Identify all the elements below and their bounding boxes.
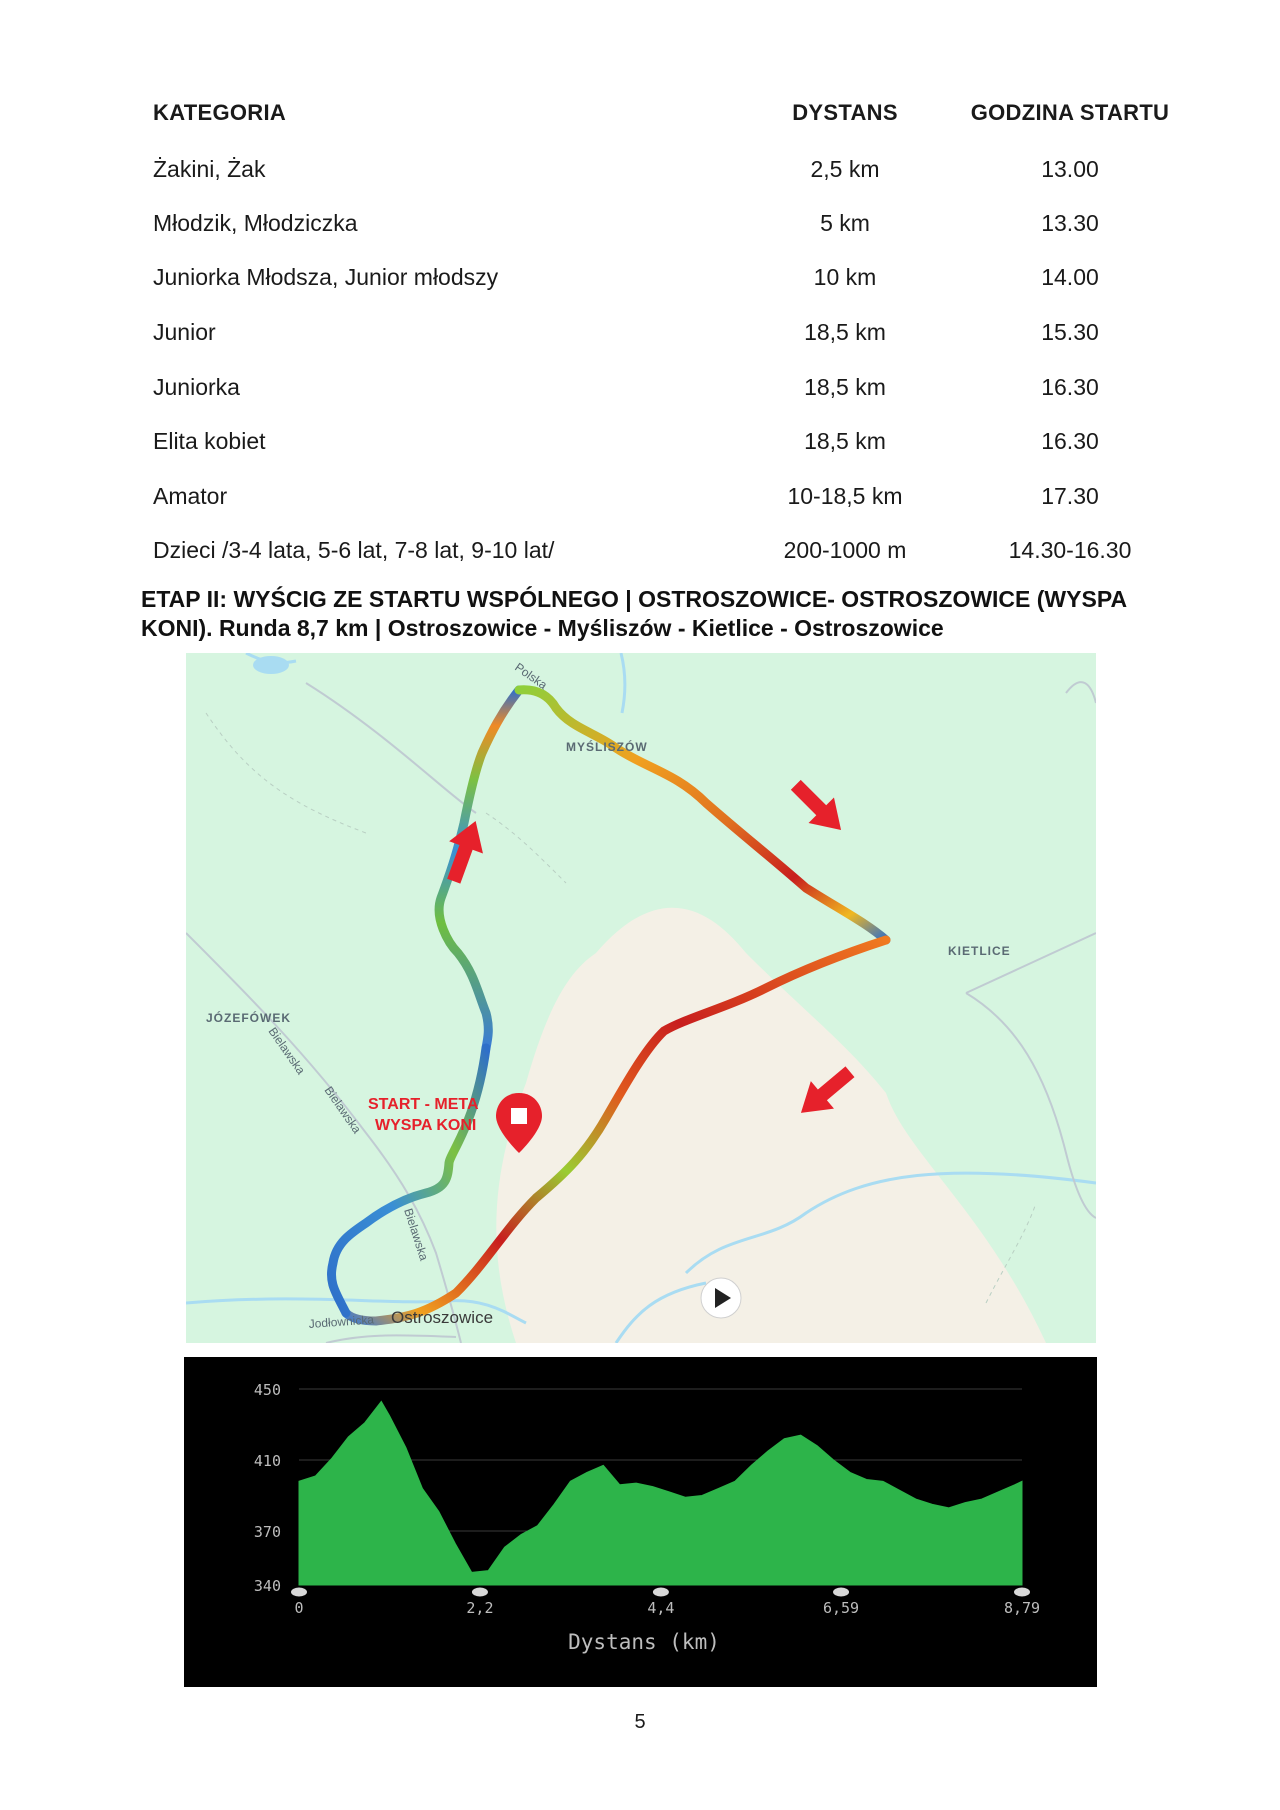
cell-start-time: 14.00 xyxy=(1041,264,1099,290)
label-polska: Polska xyxy=(512,659,550,693)
label-bielawska-2: Bielawska xyxy=(321,1083,365,1136)
cell-category: Juniorka Młodsza, Junior młodszy xyxy=(153,264,499,290)
table-row xyxy=(150,264,1130,304)
cell-distance: 2,5 km xyxy=(810,156,880,182)
cell-distance: 18,5 km xyxy=(804,374,886,400)
cell-start-time: 17.30 xyxy=(1041,483,1099,509)
table-row xyxy=(150,210,1130,250)
x-tick-marker xyxy=(472,1588,488,1597)
cell-distance: 10 km xyxy=(813,264,877,290)
cell-start-time: 15.30 xyxy=(1041,319,1099,345)
cell-category: Amator xyxy=(153,483,228,509)
table-row xyxy=(150,428,1130,468)
table-header xyxy=(150,100,1170,140)
label-jozefowek: JÓZEFÓWEK xyxy=(206,1011,292,1025)
x-tick-label: 4,4 xyxy=(647,1599,675,1617)
x-tick-label: 0 xyxy=(294,1599,304,1617)
table-row xyxy=(150,537,1130,577)
table-row xyxy=(150,156,1130,196)
x-tick-marker xyxy=(1014,1588,1030,1597)
header-distance: DYSTANS xyxy=(792,100,898,125)
label-bielawska-3: Bielawska xyxy=(401,1206,432,1263)
x-axis-label: Dystans (km) xyxy=(568,1630,720,1654)
label-start-line1: START - META xyxy=(368,1096,479,1113)
cell-category: Elita kobiet xyxy=(153,428,266,454)
cell-start-time: 16.30 xyxy=(1041,428,1099,454)
label-start-line2: WYSPA KONI xyxy=(375,1117,477,1134)
label-ostroszowice: Ostroszowice xyxy=(391,1308,494,1327)
cell-category: Młodzik, Młodziczka xyxy=(153,210,358,236)
label-bielawska-1: Bielawska xyxy=(265,1024,309,1077)
stage-heading-line2: KONI). Runda 8,7 km | Ostroszowice - Myśliszów - Kietlice - Ostroszowice xyxy=(141,615,944,641)
x-tick-marker xyxy=(833,1588,849,1597)
cell-category: Żakini, Żak xyxy=(153,156,266,182)
cell-distance: 18,5 km xyxy=(804,319,886,345)
table-row xyxy=(150,483,1130,523)
route-map xyxy=(186,653,1096,1343)
x-tick-marker xyxy=(291,1588,307,1597)
cell-start-time: 13.00 xyxy=(1041,156,1099,182)
label-kietlice: KIETLICE xyxy=(948,944,1011,958)
x-tick-marker xyxy=(653,1588,669,1597)
y-tick-label: 410 xyxy=(253,1452,281,1470)
label-jodlownicka: Jodłownicka xyxy=(308,1312,375,1331)
cell-distance: 5 km xyxy=(820,210,870,236)
table-row xyxy=(150,319,1130,359)
x-tick-label: 2,2 xyxy=(466,1599,494,1617)
x-tick-label: 8,79 xyxy=(1003,1599,1041,1617)
label-mysliszow: MYŚLISZÓW xyxy=(566,740,648,754)
header-category: KATEGORIA xyxy=(153,100,287,125)
elevation-chart xyxy=(184,1357,1097,1687)
page-number: 5 xyxy=(634,1711,646,1733)
cell-start-time: 16.30 xyxy=(1041,374,1099,400)
y-tick-label: 340 xyxy=(253,1577,281,1595)
y-tick-label: 450 xyxy=(253,1381,281,1399)
cell-category: Juniorka xyxy=(153,374,240,400)
table-row xyxy=(150,374,1130,414)
stage-heading-line1: ETAP II: WYŚCIG ZE STARTU WSPÓLNEGO | OSTROSZOWICE- OSTROSZOWICE (WYSPA xyxy=(141,586,1128,612)
stage-heading xyxy=(141,585,1141,643)
elevation-area xyxy=(299,1401,1022,1585)
cell-distance: 200-1000 m xyxy=(783,537,907,563)
cell-distance: 18,5 km xyxy=(804,428,886,454)
cell-distance: 10-18,5 km xyxy=(787,483,903,509)
x-tick-label: 6,59 xyxy=(822,1599,860,1617)
header-start-time: GODZINA STARTU xyxy=(970,100,1170,125)
cell-start-time: 14.30-16.30 xyxy=(1008,537,1132,563)
route-map-svg xyxy=(186,653,1096,1343)
cell-category: Junior xyxy=(153,319,216,345)
y-tick-label: 370 xyxy=(253,1523,281,1541)
play-button[interactable] xyxy=(701,1278,741,1318)
elevation-chart-svg xyxy=(184,1357,1097,1687)
pond xyxy=(253,656,289,674)
cell-category: Dzieci /3-4 lata, 5-6 lat, 7-8 lat, 9-10 lat/ xyxy=(153,537,555,563)
cell-start-time: 13.30 xyxy=(1041,210,1099,236)
